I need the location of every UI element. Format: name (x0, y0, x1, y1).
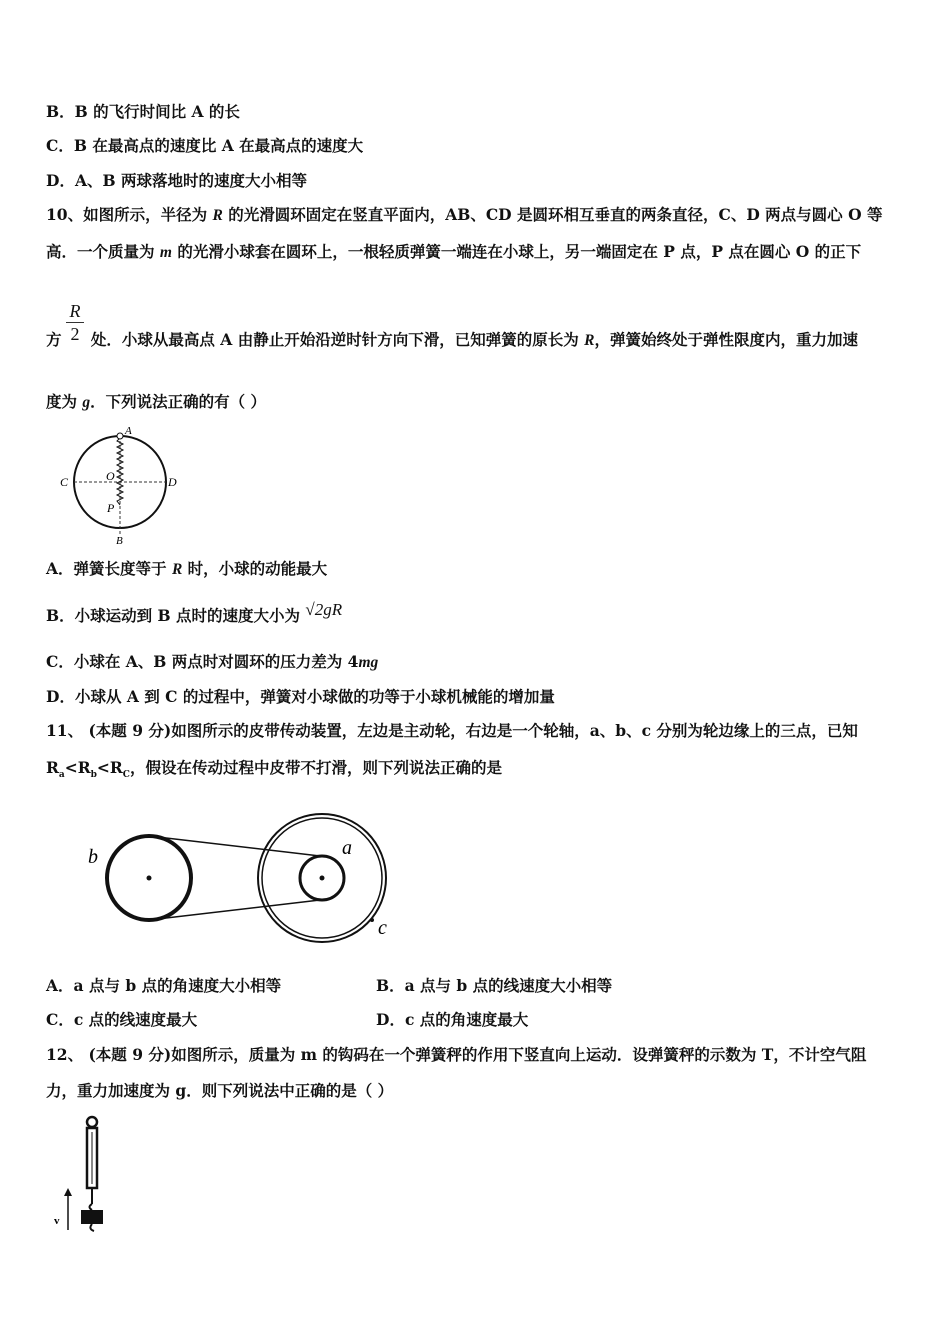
q12-stem-line1: 12、 (本题 9 分)如图所示，质量为 m 的钩码在一个弹簧秤的作用下竖直向上运动．设弹簧秤的示数为 T，不计空气阻 (46, 1045, 867, 1064)
ball-point-a (117, 433, 123, 439)
label-a: A (125, 425, 132, 437)
q10-option-a: A．弹簧长度等于 R 时，小球的动能最大 (46, 559, 328, 578)
label-b: b (88, 846, 98, 868)
q9-option-d: D．A、B 两球落地时的速度大小相等 (46, 171, 307, 190)
label-a: a (342, 837, 352, 859)
q12-spring-scale-figure (50, 1112, 120, 1238)
q12-stem-line2: 力，重力加速度为 g．则下列说法中正确的是（ ） (46, 1081, 394, 1100)
q10-stem-line4: 度为 g．下列说法正确的有（ ） (46, 392, 267, 411)
q11-option-c: C．c 点的线速度最大 (46, 1010, 198, 1029)
scale-ring (87, 1117, 97, 1127)
label-c: c (378, 917, 387, 939)
label-c: C (60, 475, 69, 489)
label-v: v (54, 1215, 60, 1227)
q11-stem-line2: $R_a<R_b<R_C$，假设在传动过程中皮带不打滑，则下列说法正确的是 (46, 758, 502, 781)
label-b: B (116, 535, 123, 546)
hook (90, 1204, 93, 1210)
q11-option-a: A．a 点与 b 点的角速度大小相等 (46, 976, 282, 995)
label-d: D (168, 475, 177, 489)
q11-option-b: B．a 点与 b 点的线速度大小相等 (376, 976, 613, 995)
q10-ring-figure (54, 420, 194, 546)
point-c (370, 918, 374, 922)
q10-option-c: C．小球在 A、B 两点时对圆环的压力差为 4mg (46, 652, 379, 671)
q9-option-b: B．B 的飞行时间比 A 的长 (46, 102, 240, 121)
q11-stem-line1: 11、 (本题 9 分)如图所示的皮带传动装置，左边是主动轮，右边是一个轮轴，a、b、c 分别为轮边缘上的三点，已知 (46, 721, 858, 740)
sqrt-2gr: √2gR (305, 600, 343, 619)
q11-belt-figure (80, 800, 410, 952)
weight-block (81, 1210, 103, 1224)
wheel-b-center (147, 876, 152, 881)
wheel-a-center (320, 876, 325, 881)
q9-option-c: C．B 在最高点的速度比 A 在最高点的速度大 (46, 136, 364, 155)
q10-fraction-r-over-2: R 2 (64, 300, 86, 345)
label-p: P (107, 501, 115, 515)
arrow-up-icon (64, 1188, 72, 1196)
q10-stem-line1: 10、如图所示，半径为 R 的光滑圆环固定在竖直平面内，AB、CD 是圆环相互垂直的两条直径，C、D 两点与圆心 O 等 (46, 205, 883, 224)
q10-option-b: B．小球运动到 B 点时的速度大小为 √2gR (46, 600, 343, 625)
q10-stem-line2: 高．一个质量为 m 的光滑小球套在圆环上，一根轻质弹簧一端连在小球上，另一端固定在 P 点，P 点在圆心 O 的正下 (46, 242, 862, 261)
q10-option-d: D．小球从 A 到 C 的过程中，弹簧对小球做的功等于小球机械能的增加量 (46, 687, 555, 706)
q10-stem-line3: 方 处．小球从最高点 A 由静止开始沿逆时针方向下滑，已知弹簧的原长为 R，弹簧始终处于弹性限度内，重力加速 (46, 330, 858, 349)
label-o: O (106, 469, 115, 483)
q11-option-d: D．c 点的角速度最大 (376, 1010, 529, 1029)
